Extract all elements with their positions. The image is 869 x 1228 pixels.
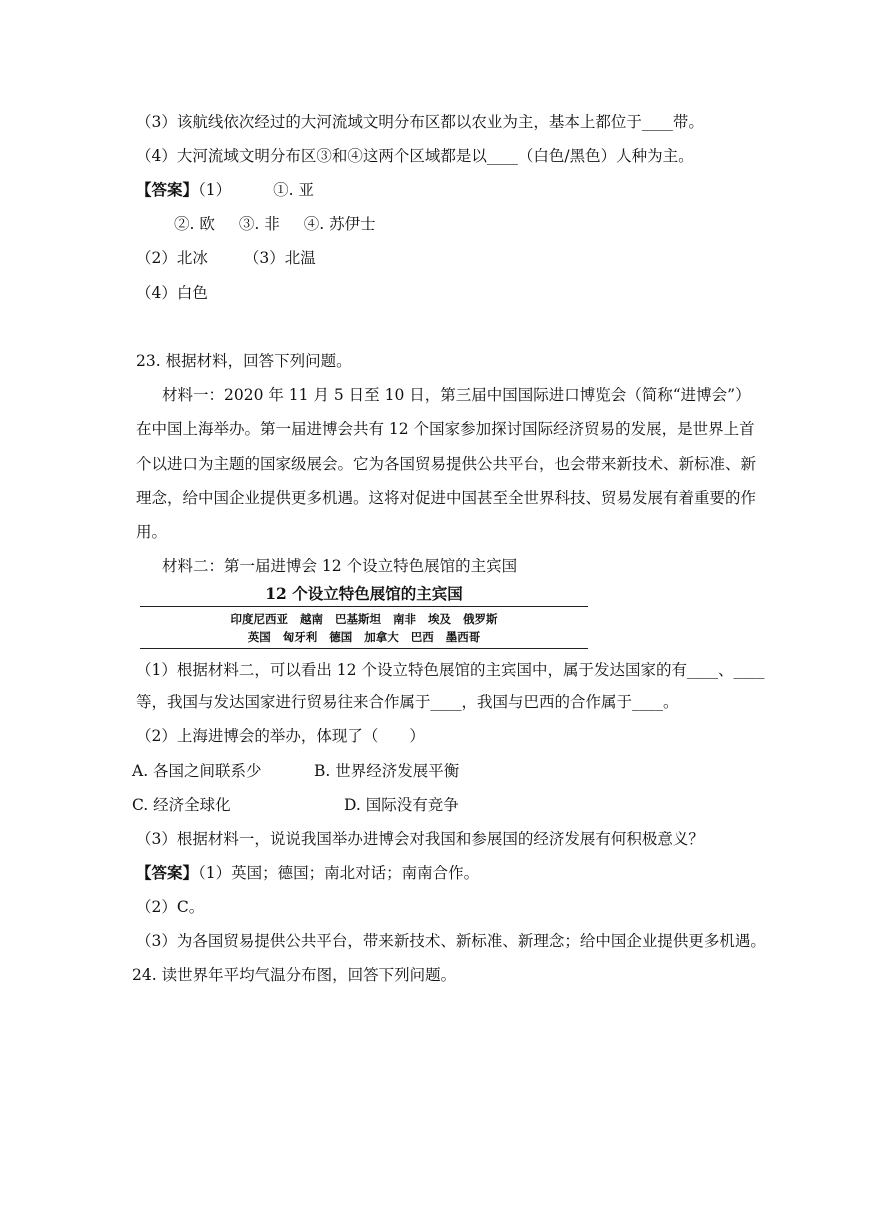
table-row-2: [140, 629, 588, 645]
q22-answer-4: （4）白色: [136, 284, 208, 302]
q23-material1-line4: 理念，给中国企业提供更多机遇。这将对促进中国甚至全世界科技、贸易发展有着重要的作: [136, 489, 757, 507]
q22-answer-2-3: [136, 248, 316, 268]
table-cell: 埃及: [428, 612, 451, 626]
q23-material1-line2: 在中国上海举办。第一届进博会共有 12 个国家参加探讨国际经济贸易的发展，是世界上首: [136, 420, 755, 438]
answer-1-label: （1）: [198, 181, 232, 199]
table-cell: 墨西哥: [445, 630, 481, 644]
q24-stem: 24. 读世界年平均气温分布图，回答下列问题。: [132, 966, 457, 984]
q23-material2: 材料二：第一届进博会 12 个设立特色展馆的主宾国: [162, 557, 518, 575]
answer-2: （2）北冰: [136, 249, 208, 267]
table-cell: 南非: [393, 612, 416, 626]
table-cell: 巴西: [410, 630, 434, 644]
table-cell: 巴基斯坦: [335, 612, 381, 626]
answer-tag: 【答案】: [136, 180, 199, 199]
answer-1-c: ③. 非: [238, 215, 280, 233]
table-row-1: [140, 611, 588, 627]
q23-sub1-line2: 等，我国与发达国家进行贸易往来合作属于____，我国与巴西的合作属于____。: [136, 693, 679, 711]
q23-sub1-line1: （1）根据材料二，可以看出 12 个设立特色展馆的主宾国中，属于发达国家的有____、____: [136, 661, 765, 679]
answer-1-a: ①. 亚: [273, 181, 314, 199]
option-b: B. 世界经济发展平衡: [314, 762, 460, 780]
q23-answer-2: （2）C。: [136, 898, 205, 916]
q22-answer: [136, 180, 314, 200]
q23-stem: 23. 根据材料，回答下列问题。: [136, 352, 352, 370]
answer-1-b: ②. 欧: [174, 215, 215, 233]
table-cell: 印度尼西亚: [230, 612, 288, 626]
option-c: C. 经济全球化: [132, 796, 231, 814]
q22-sub3: （3）该航线依次经过的大河流域文明分布区都以农业为主，基本上都位于____带。: [136, 113, 704, 131]
q23-material1-line5: 用。: [136, 523, 168, 541]
table-bottom-rule: [140, 648, 588, 649]
q22-sub4: （4）大河流域文明分布区③和④这两个区域都是以____（白色/黑色）人种为主。: [136, 147, 694, 165]
q23-material1-line1: 材料一：2020 年 11 月 5 日至 10 日，第三届中国国际进口博览会（简称“进博会”）: [162, 386, 751, 404]
q23-answer-1: [136, 863, 479, 883]
table-cell: 越南: [300, 612, 323, 626]
table-cell: 英国: [247, 630, 271, 644]
table-top-rule: [140, 606, 588, 607]
answer-1-text: （1）英国；德国；南北对话；南南合作。: [198, 864, 480, 882]
q22-answer-1-cont: [174, 214, 376, 234]
q23-material1-line3: 个以进口为主题的国家级展会。它为各国贸易提供公共平台，也会带来新技术、新标准、新: [136, 455, 757, 473]
table-cell: 匈牙利: [282, 630, 318, 644]
table-cell: 俄罗斯: [463, 612, 498, 626]
table-cell: 德国: [329, 630, 353, 644]
table-cell: 加拿大: [364, 630, 399, 644]
option-a: A. 各国之间联系少: [132, 762, 262, 780]
q23-sub3: （3）根据材料一，说说我国举办进博会对我国和参展国的经济发展有何积极意义？: [136, 830, 704, 848]
option-d: D. 国际没有竞争: [344, 796, 459, 814]
q23-sub2: （2）上海进博会的举办，体现了（ ）: [136, 727, 425, 745]
answer-tag: 【答案】: [136, 863, 199, 882]
answer-3: （3）北温: [243, 249, 316, 267]
answer-1-d: ④. 苏伊士: [303, 215, 376, 233]
table-title: 12 个设立特色展馆的主宾国: [265, 584, 463, 603]
q23-answer-3: （3）为各国贸易提供公共平台，带来新技术、新标准、新理念；给中国企业提供更多机遇。: [136, 932, 766, 950]
